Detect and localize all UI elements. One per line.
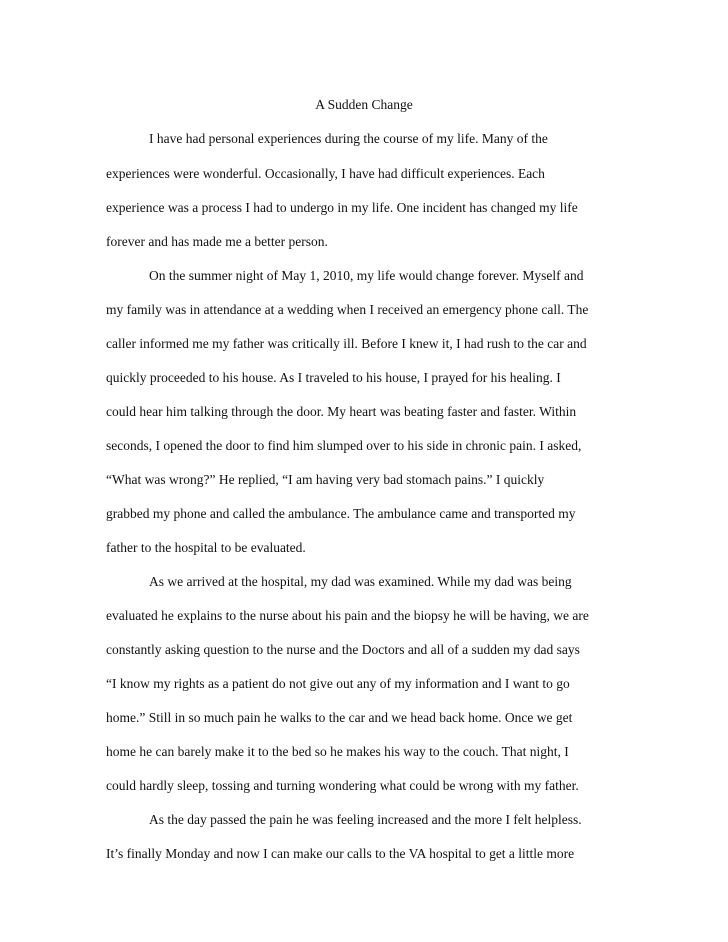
paragraph-2-line-8: grabbed my phone and called the ambulance. The ambulance came and transported my [106, 506, 576, 521]
paragraph-2-line-6: seconds, I opened the door to find him slumped over to his side in chronic pain. I asked, [106, 438, 582, 453]
paragraph-4-line-2: It’s finally Monday and now I can make our calls to the VA hospital to get a little more [106, 846, 575, 861]
paragraph-2-line-7: “What was wrong?” He replied, “I am having very bad stomach pains.” I quickly [106, 472, 545, 487]
paragraph-2-line-2: my family was in attendance at a wedding when I received an emergency phone call. The [106, 302, 589, 317]
paragraph-3-line-2: evaluated he explains to the nurse about his pain and the biopsy he will be having, we are [106, 608, 589, 623]
paragraph-2-line-5: could hear him talking through the door. My heart was beating faster and faster. Within [106, 404, 577, 419]
paragraph-4-line-1: As the day passed the pain he was feeling increased and the more I felt helpless. [149, 812, 582, 827]
paragraph-2-line-1: On the summer night of May 1, 2010, my life would change forever. Myself and [149, 268, 584, 283]
paragraph-2-line-4: quickly proceeded to his house. As I traveled to his house, I prayed for his healing. I [106, 370, 561, 385]
paragraph-3-line-3: constantly asking question to the nurse and the Doctors and all of a sudden my dad says [106, 642, 580, 657]
paragraph-3-line-7: could hardly sleep, tossing and turning wondering what could be wrong with my father. [106, 778, 579, 793]
paragraph-3-line-1: As we arrived at the hospital, my dad was examined. While my dad was being [149, 574, 572, 589]
paragraph-1-line-2: experiences were wonderful. Occasionally, I have had difficult experiences. Each [106, 166, 545, 181]
paragraph-1-line-1: I have had personal experiences during the course of my life. Many of the [149, 131, 548, 146]
paragraph-1-line-4: forever and has made me a better person. [106, 234, 328, 249]
paragraph-2-line-9: father to the hospital to be evaluated. [106, 540, 306, 555]
document-title: A Sudden Change [315, 97, 413, 112]
paragraph-3-line-4: “I know my rights as a patient do not give out any of my information and I want to go [106, 676, 570, 691]
paragraph-3-line-6: home he can barely make it to the bed so he makes his way to the couch. That night, I [106, 744, 569, 759]
paragraph-1-line-3: experience was a process I had to undergo in my life. One incident has changed my life [106, 200, 578, 215]
paragraph-3-line-5: home.” Still in so much pain he walks to the car and we head back home. Once we get [106, 710, 573, 725]
paragraph-2-line-3: caller informed me my father was critically ill. Before I knew it, I had rush to the car and [106, 336, 587, 351]
